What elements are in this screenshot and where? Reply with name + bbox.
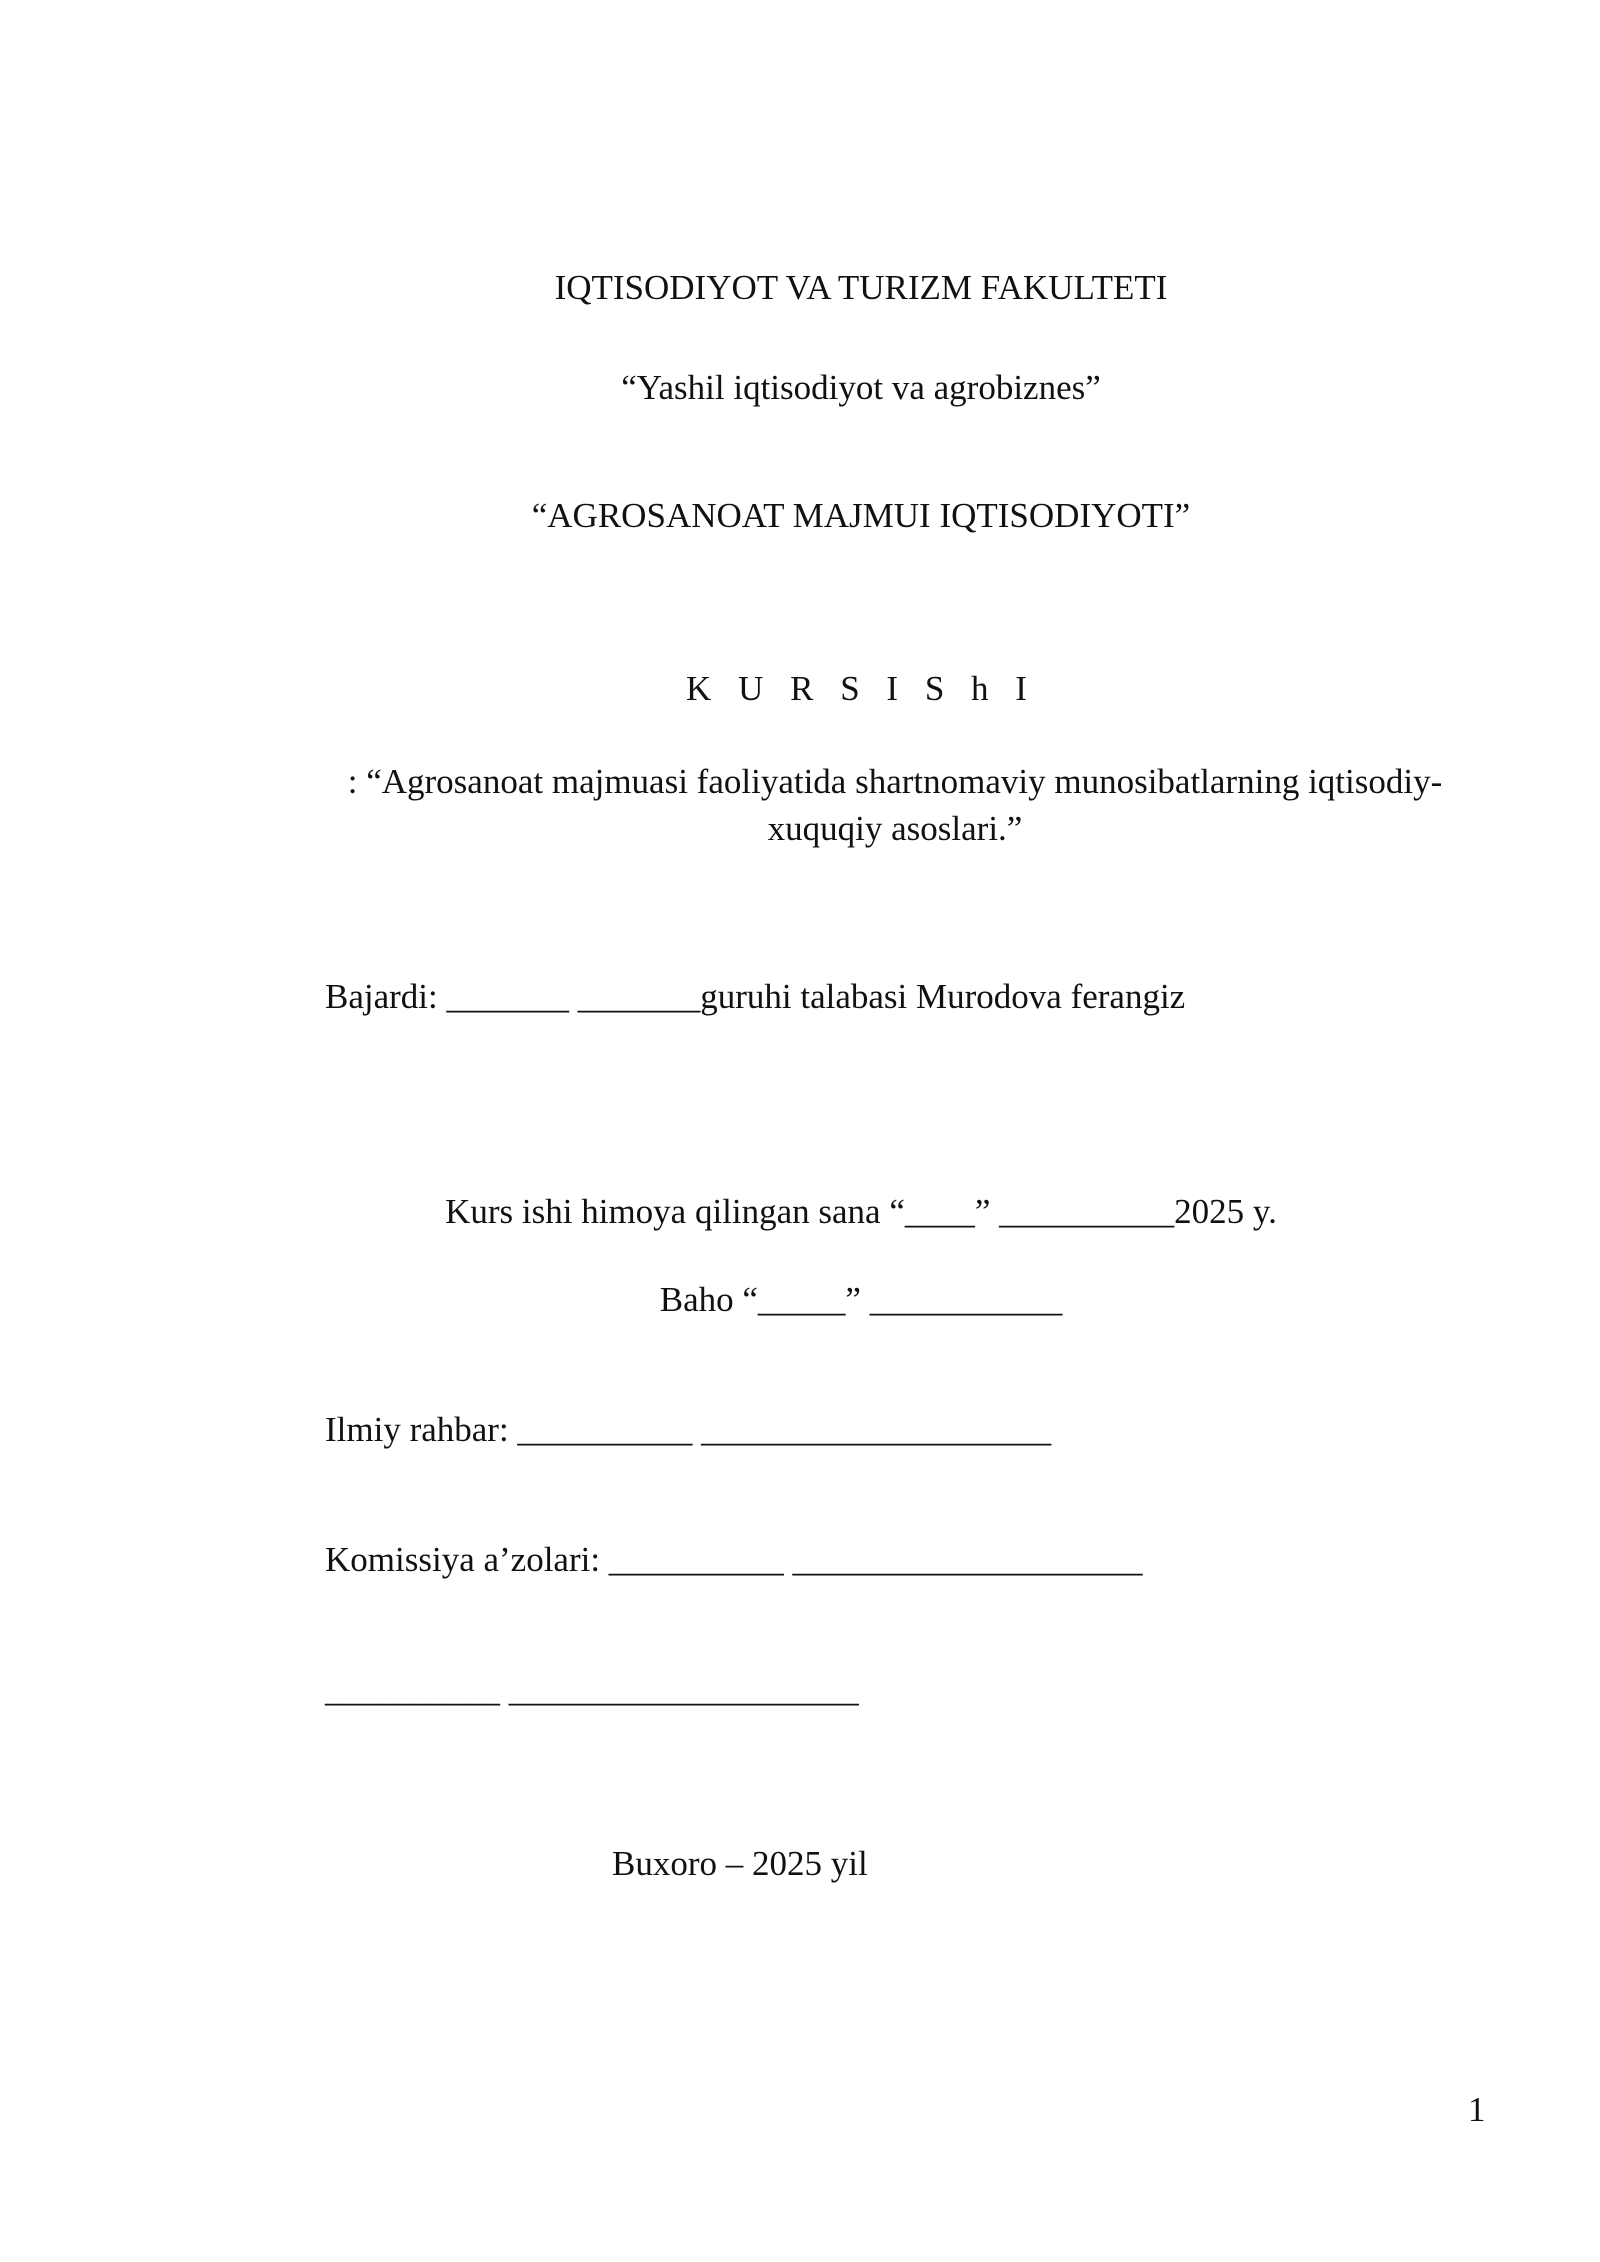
subject-title: “AGROSANOAT MAJMUI IQTISODIYOTI” xyxy=(531,496,1191,535)
commission-line: Komissiya a’zolari: __________ ____________________ xyxy=(325,1540,1143,1579)
grade-line: Baho “_____” ___________ xyxy=(659,1280,1063,1319)
defense-date-line: Kurs ishi himoya qilingan sana “____” __________2025 y. xyxy=(445,1192,1277,1231)
commission-extra-line: __________ ____________________ xyxy=(325,1670,859,1709)
topic-line-1: : “Agrosanoat majmuasi faoliyatida shartnomaviy munosibatlarning iqtisodiy- xyxy=(347,762,1443,801)
place-year: Buxoro – 2025 yil xyxy=(612,1844,868,1883)
topic-line-2: xuquqiy asoslari.” xyxy=(767,809,1023,848)
department-name: “Yashil iqtisodiyot va agrobiznes” xyxy=(621,368,1101,407)
supervisor-line: Ilmiy rahbar: __________ ____________________ xyxy=(325,1410,1052,1449)
course-work-topic xyxy=(300,758,1490,852)
faculty-heading: IQTISODIYOT VA TURIZM FAKULTETI xyxy=(554,268,1168,307)
performed-by-line: Bajardi: _______ _______guruhi talabasi Murodova ferangiz xyxy=(325,977,1186,1016)
page-number: 1 xyxy=(1468,2090,1486,2129)
work-type-title: K U R S I S h I xyxy=(686,669,1036,708)
